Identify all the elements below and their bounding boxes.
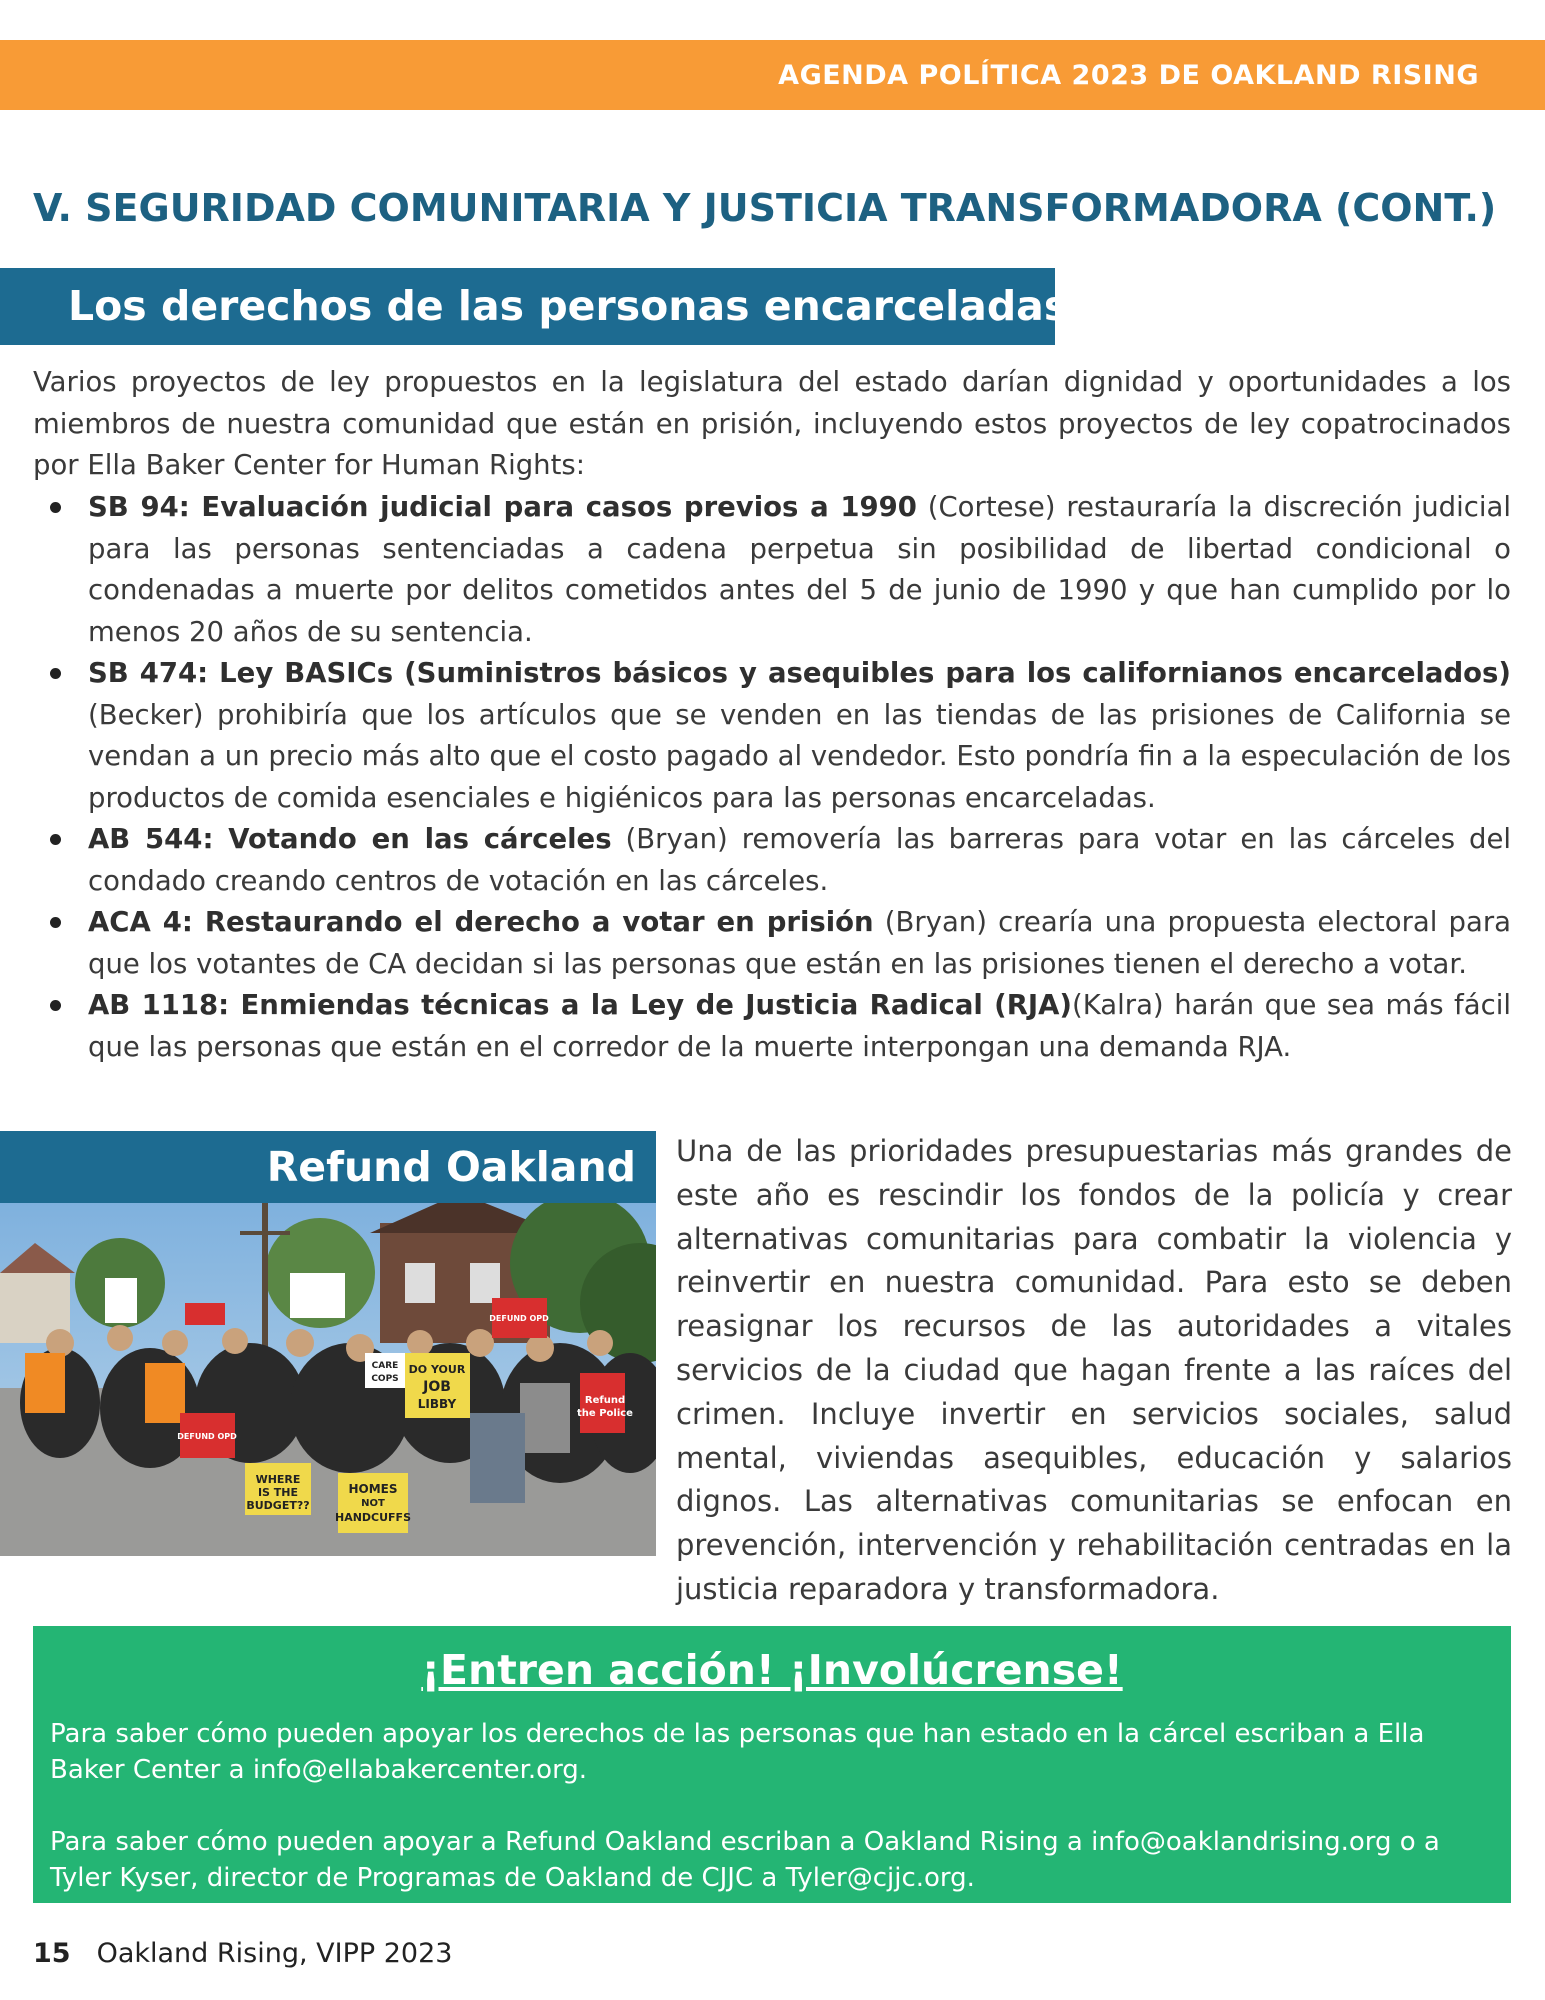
bill-title: AB 544: Votando en las cárceles <box>88 823 612 855</box>
bullet-icon <box>50 917 61 928</box>
incarcerated-heading: Los derechos de las personas encarceladas <box>68 282 1069 330</box>
cta-paragraph-refund-oakland: Para saber cómo pueden apoyar a Refund Oakland escriban a Oakland Rising a info@oaklandrising.org o a Tyler Kyser, director de Programas de Oakland de CJJC a Tyler@cjjc.org. <box>50 1827 1440 1893</box>
bill-text: (Bryan) removería las barreras para votar en las cárceles del condado creando centros de votación en las cárceles. <box>88 823 1511 897</box>
refund-heading-band <box>0 1131 656 1203</box>
svg-text:the Police: the Police <box>577 1408 633 1419</box>
bullet-icon <box>50 834 61 845</box>
svg-text:IS THE: IS THE <box>257 1486 299 1499</box>
bill-item <box>88 985 1511 1068</box>
protest-photo-illustration <box>0 1203 656 1556</box>
bill-title: ACA 4: Restaurando el derecho a votar en prisión <box>88 906 874 938</box>
bullet-icon <box>50 668 61 679</box>
bullet-icon <box>50 502 61 513</box>
refund-heading: Refund Oakland <box>266 1143 636 1191</box>
bill-item <box>88 653 1511 819</box>
bill-text: (Kalra) harán que sea más fácil que las personas que están en el corredor de la muerte interpongan una demanda RJA. <box>88 989 1511 1063</box>
bill-item <box>88 487 1511 653</box>
svg-text:COPS: COPS <box>371 1374 399 1384</box>
svg-text:JOB: JOB <box>423 1379 451 1395</box>
svg-text:DEFUND OPD: DEFUND OPD <box>489 1314 549 1323</box>
svg-text:CARE: CARE <box>371 1361 399 1371</box>
bill-title: SB 94: Evaluación judicial para casos previos a 1990 <box>88 491 917 523</box>
svg-text:HANDCUFFS: HANDCUFFS <box>334 1511 412 1524</box>
footer-label: Oakland Rising, VIPP 2023 <box>96 1938 453 1969</box>
bill-text: (Becker) prohibiría que los artículos que se venden en las tiendas de las prisiones de California se vendan a un precio más alto que el costo pagado al vendedor. Esto pondría fin a la especulación de los productos de comida esenciales e higiénicos para las personas encarceladas. <box>88 698 1511 814</box>
svg-text:WHERE: WHERE <box>255 1473 301 1486</box>
protest-photo <box>0 1203 656 1556</box>
call-to-action-box <box>33 1626 1511 1903</box>
page-number: 15 <box>33 1938 71 1969</box>
bill-text: (Bryan) crearía una propuesta electoral para que los votantes de CA decidan si las personas que están en las prisiones tienen el derecho a votar. <box>88 906 1511 980</box>
refund-text: Una de las prioridades presupuestarias más grandes de este año es rescindir los fondos de la policía y crear alternativas comunitarias para combatir la violencia y reinvertir en nuestra comunidad. Para esto se deben reasignar los recursos de las autoridades a vitales servicios de la ciudad que hagan frente a las raíces del crimen. Incluye invertir en servicios sociales, salud mental, viviendas asequibles, educación y salarios dignos. Las alternativas comunitarias se enfocan en prevención, intervención y rehabilitación centradas en la justicia reparadora y transformadora. <box>676 1134 1512 1606</box>
bill-title: AB 1118: Enmiendas técnicas a la Ley de Justicia Radical (RJA) <box>88 989 1072 1021</box>
bill-item <box>88 819 1511 902</box>
svg-text:Refund: Refund <box>584 1395 626 1406</box>
svg-text:DO YOUR: DO YOUR <box>408 1363 466 1376</box>
header-bar <box>0 40 1545 110</box>
cta-title: ¡Entren acción! ¡Involúcrense! <box>421 1646 1123 1694</box>
section-title: V. SEGURIDAD COMUNITARIA Y JUSTICIA TRANSFORMADORA (CONT.) <box>33 186 1497 230</box>
incarcerated-intro: Varios proyectos de ley propuestos en la legislatura del estado darían dignidad y oportunidades a los miembros de nuestra comunidad que están en prisión, incluyendo estos proyectos de ley copatrocinados por Ella Baker Center for Human Rights: <box>33 366 1511 481</box>
svg-text:HOMES: HOMES <box>348 1482 398 1496</box>
svg-text:DEFUND OPD: DEFUND OPD <box>177 1432 237 1441</box>
bill-item <box>88 902 1511 985</box>
bill-list <box>33 487 1511 1068</box>
incarcerated-heading-band <box>0 268 1069 345</box>
page-footer <box>33 1938 452 1969</box>
bill-text: (Cortese) restauraría la discreción judicial para las personas sentenciadas a cadena perpetua sin posibilidad de libertad condicional o condenadas a muerte por delitos cometidos antes del 5 de junio de 1990 y que han cumplido por lo menos 20 años de su sentencia. <box>88 491 1511 648</box>
svg-text:BUDGET??: BUDGET?? <box>246 1499 310 1512</box>
cta-paragraph-ella-baker: Para saber cómo pueden apoyar los derechos de las personas que han estado en la cárcel escriban a Ella Baker Center a info@ellabakercenter.org. <box>50 1719 1425 1785</box>
svg-text:NOT: NOT <box>361 1498 385 1509</box>
bill-title: SB 474: Ley BASICs (Suministros básicos y asequibles para los californianos encarcelados) <box>88 657 1511 689</box>
bullet-icon <box>50 1000 61 1011</box>
svg-text:LIBBY: LIBBY <box>417 1397 457 1411</box>
header-title: AGENDA POLÍTICA 2023 DE OAKLAND RISING <box>778 60 1479 91</box>
